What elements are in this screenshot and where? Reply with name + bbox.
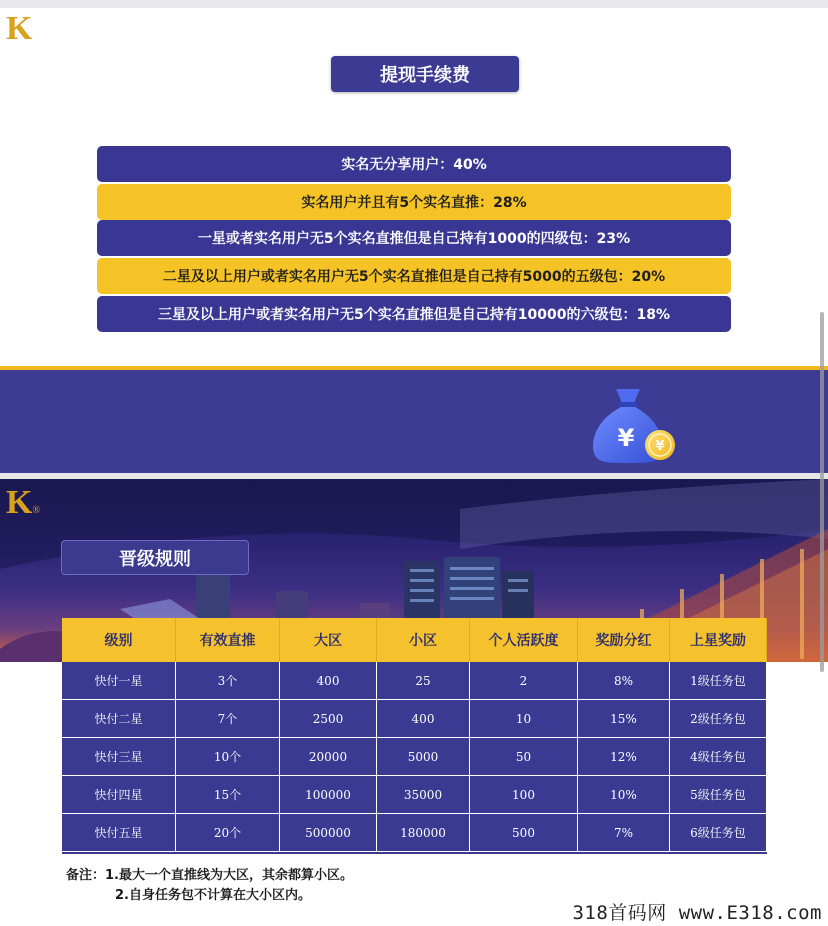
fee-row: 三星及以上用户或者实名用户无5个实名直推但是自己持有10000的六级包：18% bbox=[97, 296, 731, 332]
table-cell: 10个 bbox=[176, 738, 280, 776]
table-cell: 8% bbox=[578, 662, 670, 700]
upgrade-rules-table bbox=[62, 618, 767, 854]
logo-bottom: K® bbox=[6, 484, 41, 521]
table-header-cell: 大区 bbox=[280, 618, 377, 662]
note bbox=[66, 866, 353, 906]
table-cell: 2500 bbox=[280, 700, 377, 738]
table-cell: 400 bbox=[280, 662, 377, 700]
table-cell: 1级任务包 bbox=[670, 662, 767, 700]
table-cell: 500 bbox=[470, 814, 578, 852]
banner-band bbox=[0, 370, 828, 473]
table-cell: 50 bbox=[470, 738, 578, 776]
table-row-label: 快付四星 bbox=[62, 776, 176, 814]
top-strip bbox=[0, 0, 828, 8]
table-cell: 2级任务包 bbox=[670, 700, 767, 738]
table-cell: 100 bbox=[470, 776, 578, 814]
table-cell: 25 bbox=[377, 662, 470, 700]
table-cell: 2 bbox=[470, 662, 578, 700]
table-cell: 20个 bbox=[176, 814, 280, 852]
table-cell: 35000 bbox=[377, 776, 470, 814]
table-cell: 20000 bbox=[280, 738, 377, 776]
fee-row: 实名无分享用户：40% bbox=[97, 146, 731, 182]
table-cell: 500000 bbox=[280, 814, 377, 852]
scrollbar[interactable] bbox=[820, 312, 824, 672]
table-header-cell: 上星奖励 bbox=[670, 618, 767, 662]
table-row-label: 快付二星 bbox=[62, 700, 176, 738]
fee-title: 提现手续费 bbox=[331, 56, 519, 92]
table-cell: 5级任务包 bbox=[670, 776, 767, 814]
table-header-cell: 个人活跃度 bbox=[470, 618, 578, 662]
fee-row: 二星及以上用户或者实名用户无5个实名直推但是自己持有5000的五级包：20% bbox=[97, 258, 731, 294]
table-cell: 180000 bbox=[377, 814, 470, 852]
table-header-cell: 有效直推 bbox=[176, 618, 280, 662]
coin-symbol: ¥ bbox=[655, 439, 665, 454]
note-line-1: 备注：1.最大一个直推线为大区，其余都算小区。 bbox=[66, 868, 353, 883]
table-cell: 100000 bbox=[280, 776, 377, 814]
logo-top: K bbox=[6, 10, 33, 47]
table-cell: 10% bbox=[578, 776, 670, 814]
table-cell: 4级任务包 bbox=[670, 738, 767, 776]
note-line-2: 2.自身任务包不计算在大小区内。 bbox=[115, 888, 311, 903]
table-cell: 3个 bbox=[176, 662, 280, 700]
table-cell: 15% bbox=[578, 700, 670, 738]
money-bag-icon bbox=[588, 383, 684, 467]
money-bag-symbol: ¥ bbox=[617, 424, 635, 452]
watermark: 318首码网 www.E318.com bbox=[507, 897, 828, 926]
fee-row: 一星或者实名用户无5个实名直推但是自己持有1000的四级包：23% bbox=[97, 220, 731, 256]
table-cell: 7% bbox=[578, 814, 670, 852]
table-cell: 12% bbox=[578, 738, 670, 776]
rule-title: 晋级规则 bbox=[61, 540, 249, 575]
table-cell: 15个 bbox=[176, 776, 280, 814]
table-cell: 400 bbox=[377, 700, 470, 738]
table-cell: 5000 bbox=[377, 738, 470, 776]
table-header-cell: 小区 bbox=[377, 618, 470, 662]
table-header-cell: 级别 bbox=[62, 618, 176, 662]
table-cell: 10 bbox=[470, 700, 578, 738]
fee-row: 实名用户并且有5个实名直推：28% bbox=[97, 184, 731, 220]
table-row-label: 快付一星 bbox=[62, 662, 176, 700]
table-row-label: 快付五星 bbox=[62, 814, 176, 852]
table-header-cell: 奖励分红 bbox=[578, 618, 670, 662]
table-row-label: 快付三星 bbox=[62, 738, 176, 776]
table-cell: 6级任务包 bbox=[670, 814, 767, 852]
table-cell: 7个 bbox=[176, 700, 280, 738]
